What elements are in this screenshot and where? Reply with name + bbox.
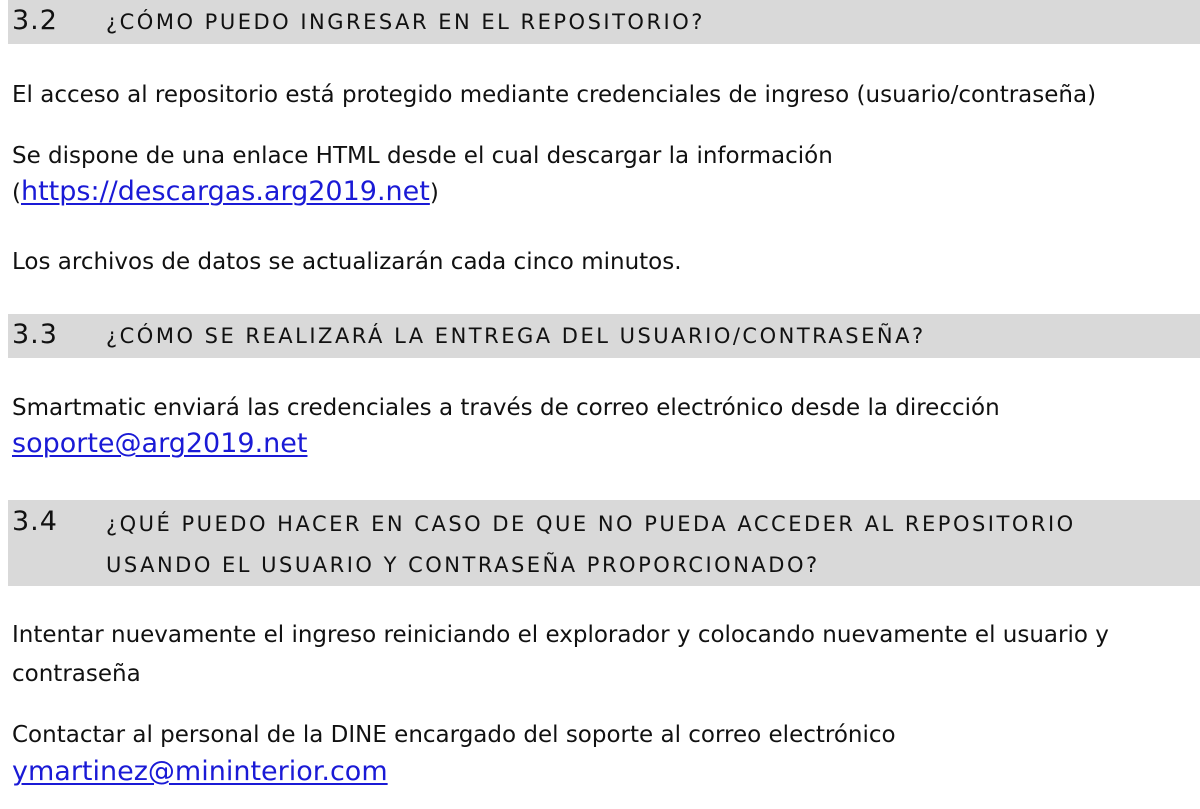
paragraph-html-link-intro: Se dispone de una enlace HTML desde el cual descargar la información	[12, 143, 833, 169]
paragraph-support-email-line	[12, 428, 307, 459]
download-repository-link[interactable]: https://descargas.arg2019.net	[20, 176, 430, 207]
paragraph-retry-login-line2: contraseña	[12, 661, 141, 687]
paragraph-download-link-line	[12, 176, 439, 207]
link-open-paren: (	[12, 180, 21, 206]
paragraph-dine-email-line	[12, 756, 388, 787]
paragraph-contact-dine: Contactar al personal de la DINE encargado del soporte al correo electrónico	[12, 722, 896, 748]
paragraph-credentials-email: Smartmatic enviará las credenciales a través de correo electrónico desde la dirección	[12, 395, 1000, 421]
link-close-paren: )	[429, 180, 439, 206]
section-title-3-4-line1: ¿QUÉ PUEDO HACER EN CASO DE QUE NO PUEDA ACCEDER AL REPOSITORIO	[106, 512, 1076, 536]
section-title-3-4-line2: USANDO EL USUARIO Y CONTRASEÑA PROPORCIONADO?	[106, 553, 820, 577]
support-email-link[interactable]: soporte@arg2019.net	[12, 428, 308, 459]
section-number-3-4: 3.4	[12, 506, 58, 537]
dine-support-email-link[interactable]: ymartinez@mininterior.com	[12, 756, 388, 787]
section-title-3-3: ¿CÓMO SE REALIZARÁ LA ENTREGA DEL USUARIO/CONTRASEÑA?	[106, 324, 926, 348]
section-title-3-2: ¿CÓMO PUEDO INGRESAR EN EL REPOSITORIO?	[106, 10, 705, 34]
paragraph-update-frequency: Los archivos de datos se actualizarán cada cinco minutos.	[12, 249, 682, 275]
section-number-3-3: 3.3	[12, 319, 58, 350]
paragraph-access-protected: El acceso al repositorio está protegido mediante credenciales de ingreso (usuario/contraseña)	[12, 82, 1097, 108]
section-number-3-2: 3.2	[12, 5, 58, 36]
paragraph-retry-login-line1: Intentar nuevamente el ingreso reiniciando el explorador y colocando nuevamente el usuario y	[12, 622, 1109, 648]
